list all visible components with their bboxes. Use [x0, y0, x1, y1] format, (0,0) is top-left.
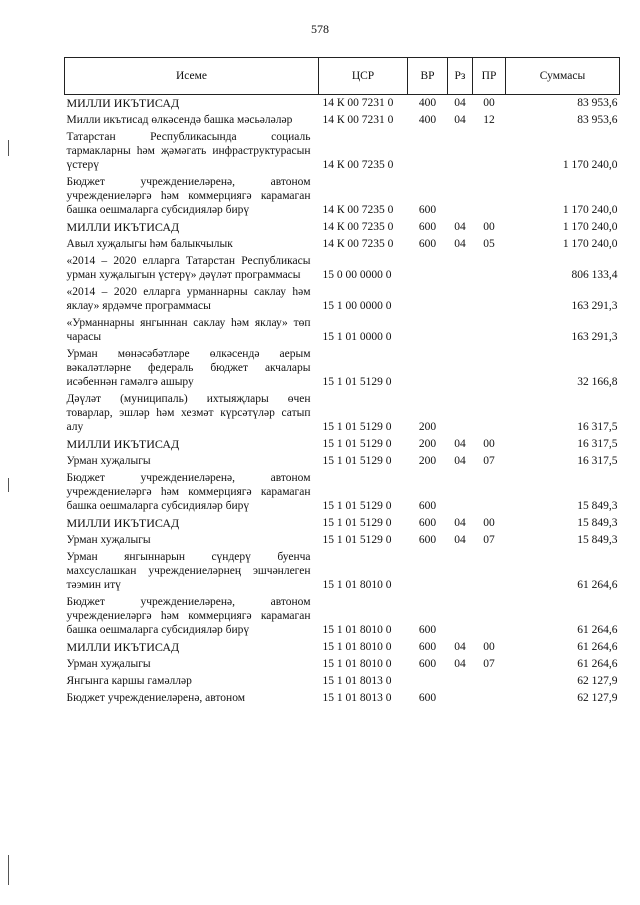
cell-rz [448, 315, 473, 346]
header-vr: ВР [408, 58, 448, 95]
table-row [65, 453, 620, 470]
cell-rz: 04 [454, 517, 466, 529]
header-rz: Рз [448, 58, 473, 95]
cell-rz: 04 [454, 221, 466, 233]
cell-vr: 600 [418, 641, 437, 653]
cell-csr: 14 К 00 7235 0 [322, 221, 394, 233]
cell-csr: 15 1 01 5129 0 [322, 534, 392, 546]
table-row [65, 549, 620, 594]
cell-rz: 04 [454, 438, 466, 450]
table-row [65, 656, 620, 673]
cell-rz [448, 346, 473, 391]
cell-pr [473, 346, 506, 391]
cell-sum: 16 317,5 [577, 438, 618, 450]
cell-csr: 15 1 01 5129 0 [322, 438, 392, 450]
cell-sum: 16 317,5 [577, 455, 618, 467]
cell-sum: 83 953,6 [577, 114, 618, 126]
cell-vr [408, 253, 448, 284]
table-row [65, 174, 620, 219]
header-csr: ЦСР [319, 58, 408, 95]
cell-csr: 15 0 00 0000 0 [322, 269, 392, 281]
page-number: 578 [311, 22, 329, 36]
cell-pr [473, 174, 506, 219]
cell-sum: 61 264,6 [577, 641, 618, 653]
cell-rz: 04 [454, 97, 466, 109]
cell-rz: 04 [454, 534, 466, 546]
cell-csr: 15 1 01 5129 0 [322, 517, 392, 529]
cell-csr: 15 1 01 8010 0 [322, 624, 392, 636]
cell-pr: 05 [483, 238, 495, 250]
cell-rz [448, 690, 473, 707]
cell-pr [473, 284, 506, 315]
table-row [65, 436, 620, 453]
cell-sum: 163 291,3 [571, 331, 618, 343]
cell-pr: 00 [483, 641, 495, 653]
header-sum: Суммасы [506, 58, 620, 95]
cell-pr: 07 [483, 658, 495, 670]
cell-csr: 15 1 01 0000 0 [322, 331, 392, 343]
table-row [65, 391, 620, 436]
cell-name: Урман хуҗалыгы [66, 658, 151, 670]
table-row [65, 219, 620, 236]
cell-sum: 1 170 240,0 [562, 221, 618, 233]
table-row [65, 594, 620, 639]
cell-sum: 1 170 240,0 [562, 238, 618, 250]
cell-pr [473, 129, 506, 174]
table-row [65, 532, 620, 549]
cell-vr: 200 [418, 421, 437, 433]
scan-margin-mark [8, 855, 9, 885]
cell-vr [408, 284, 448, 315]
cell-pr [473, 391, 506, 436]
cell-name: Милли икътисад өлкәсендә башка мәсьәләләр [66, 114, 293, 126]
cell-rz [448, 391, 473, 436]
cell-vr: 400 [418, 97, 437, 109]
cell-vr: 600 [418, 534, 437, 546]
table-row [65, 284, 620, 315]
cell-vr: 200 [418, 438, 437, 450]
cell-pr: 12 [483, 114, 495, 126]
cell-pr: 00 [483, 438, 495, 450]
cell-pr [473, 673, 506, 690]
cell-pr [473, 594, 506, 639]
cell-sum: 83 953,6 [577, 97, 618, 109]
cell-pr [473, 253, 506, 284]
cell-name: Янгынга каршы гамәлләр [66, 675, 192, 687]
cell-sum: 32 166,8 [577, 376, 618, 388]
cell-sum: 61 264,6 [577, 579, 618, 591]
cell-vr: 600 [418, 692, 437, 704]
cell-csr: 15 1 01 8010 0 [322, 641, 392, 653]
cell-sum: 163 291,3 [571, 300, 618, 312]
budget-table [64, 57, 620, 707]
cell-name: МИЛЛИ ИКЪТИСАД [66, 640, 180, 654]
cell-rz [448, 594, 473, 639]
cell-rz: 04 [454, 658, 466, 670]
cell-sum: 62 127,9 [577, 692, 618, 704]
cell-name: Авыл хуҗалыгы һәм балыкчылык [66, 238, 233, 250]
cell-pr: 00 [483, 517, 495, 529]
cell-vr: 600 [418, 204, 437, 216]
cell-sum: 61 264,6 [577, 624, 618, 636]
cell-pr: 00 [483, 221, 495, 233]
cell-name: Бюджет учреждениеләренә, автоном учреждениеләргә һәм коммерциягә карамаган башка оешмаларга субсидияләр бирү [66, 472, 311, 512]
cell-csr: 15 1 01 8013 0 [322, 675, 392, 687]
header-name: Исеме [65, 58, 319, 95]
cell-rz [448, 549, 473, 594]
cell-vr: 600 [418, 658, 437, 670]
cell-csr: 14 К 00 7231 0 [322, 114, 394, 126]
cell-vr: 600 [418, 517, 437, 529]
cell-pr [473, 549, 506, 594]
cell-vr: 600 [418, 238, 437, 250]
cell-rz [448, 673, 473, 690]
table-row [65, 639, 620, 656]
cell-rz [448, 129, 473, 174]
cell-name: МИЛЛИ ИКЪТИСАД [66, 220, 180, 234]
cell-name: Урман хуҗалыгы [66, 534, 151, 546]
table-row [65, 129, 620, 174]
cell-name: Бюджет учреждениеләренә, автоном [66, 692, 246, 704]
cell-rz: 04 [454, 114, 466, 126]
cell-sum: 16 317,5 [577, 421, 618, 433]
cell-name: Урман мөнәсәбәтләре өлкәсендә аерым вәкаләтләрне федераль бюджет акчалары исәбеннән гамәлгә ашыру [66, 348, 311, 388]
cell-pr: 07 [483, 534, 495, 546]
cell-name: «Урманнарны янгыннан саклау һәм яклау» төп чарасы [66, 317, 311, 343]
table-row [65, 470, 620, 515]
cell-pr [473, 470, 506, 515]
cell-sum: 15 849,3 [577, 517, 618, 529]
cell-pr: 07 [483, 455, 495, 467]
cell-name: МИЛЛИ ИКЪТИСАД [66, 96, 180, 110]
table-row [65, 236, 620, 253]
cell-sum: 62 127,9 [577, 675, 618, 687]
cell-sum: 1 170 240,0 [562, 159, 618, 171]
cell-vr [408, 129, 448, 174]
cell-rz: 04 [454, 641, 466, 653]
cell-vr [408, 315, 448, 346]
cell-vr: 600 [418, 624, 437, 636]
cell-name: Урман янгыннарын сүндерү буенча махсуслашкан учреждениеләрнең эшчәнлеген тәэмин итү [66, 551, 311, 591]
cell-csr: 15 1 01 8013 0 [322, 692, 392, 704]
cell-vr: 200 [418, 455, 437, 467]
cell-csr: 15 1 01 8010 0 [322, 658, 392, 670]
cell-pr [473, 690, 506, 707]
cell-name: Урман хуҗалыгы [66, 455, 151, 467]
table-row [65, 690, 620, 707]
table-row [65, 112, 620, 129]
cell-pr: 00 [483, 97, 495, 109]
cell-name: Татарстан Республикасында социаль тармакларны һәм җәмәгать инфраструктурасын үстерү [66, 131, 311, 171]
table-row [65, 253, 620, 284]
cell-csr: 15 1 01 5129 0 [322, 421, 392, 433]
cell-name: Бюджет учреждениеләренә, автоном учреждениеләргә һәм коммерциягә карамаган башка оешмаларга субсидияләр бирү [66, 176, 311, 216]
table-row [65, 673, 620, 690]
cell-name: Дәүләт (муниципаль) ихтыяҗлары өчен товарлар, эшләр һәм хезмәт күрсәтүләр сатып алу [66, 393, 311, 433]
cell-pr [473, 315, 506, 346]
cell-csr: 14 К 00 7235 0 [322, 238, 394, 250]
cell-rz [448, 174, 473, 219]
table-row [65, 515, 620, 532]
header-pr: ПР [473, 58, 506, 95]
table-row [65, 315, 620, 346]
cell-name: МИЛЛИ ИКЪТИСАД [66, 437, 180, 451]
cell-vr [408, 549, 448, 594]
cell-rz [448, 253, 473, 284]
cell-rz [448, 284, 473, 315]
cell-vr: 600 [418, 500, 437, 512]
cell-name: Бюджет учреждениеләренә, автоном учреждениеләргә һәм коммерциягә карамаган башка оешмаларга субсидияләр бирү [66, 596, 311, 636]
table-row [65, 346, 620, 391]
cell-vr [408, 673, 448, 690]
cell-csr: 14 К 00 7235 0 [322, 204, 394, 216]
table-body [65, 95, 620, 708]
cell-csr: 15 1 00 0000 0 [322, 300, 392, 312]
cell-sum: 61 264,6 [577, 658, 618, 670]
cell-csr: 15 1 01 8010 0 [322, 579, 392, 591]
cell-csr: 14 К 00 7235 0 [322, 159, 394, 171]
cell-vr: 400 [418, 114, 437, 126]
cell-name: МИЛЛИ ИКЪТИСАД [66, 516, 180, 530]
cell-csr: 15 1 01 5129 0 [322, 500, 392, 512]
cell-sum: 806 133,4 [571, 269, 618, 281]
cell-csr: 14 К 00 7231 0 [322, 97, 394, 109]
cell-csr: 15 1 01 5129 0 [322, 376, 392, 388]
cell-rz: 04 [454, 455, 466, 467]
table-header-row [65, 58, 620, 95]
cell-vr [408, 346, 448, 391]
cell-rz [448, 470, 473, 515]
table-row [65, 95, 620, 113]
cell-sum: 15 849,3 [577, 500, 618, 512]
cell-rz: 04 [454, 238, 466, 250]
cell-name: «2014 – 2020 елларга Татарстан Республикасы урман хуҗалыгын үстерү» дәүләт программасы [66, 255, 311, 281]
cell-name: «2014 – 2020 елларга урманнарны саклау һәм яклау» ярдәмче программасы [66, 286, 311, 312]
scan-margin-mark [8, 140, 9, 156]
cell-sum: 15 849,3 [577, 534, 618, 546]
scan-margin-mark [8, 478, 9, 492]
cell-csr: 15 1 01 5129 0 [322, 455, 392, 467]
cell-vr: 600 [418, 221, 437, 233]
cell-sum: 1 170 240,0 [562, 204, 618, 216]
